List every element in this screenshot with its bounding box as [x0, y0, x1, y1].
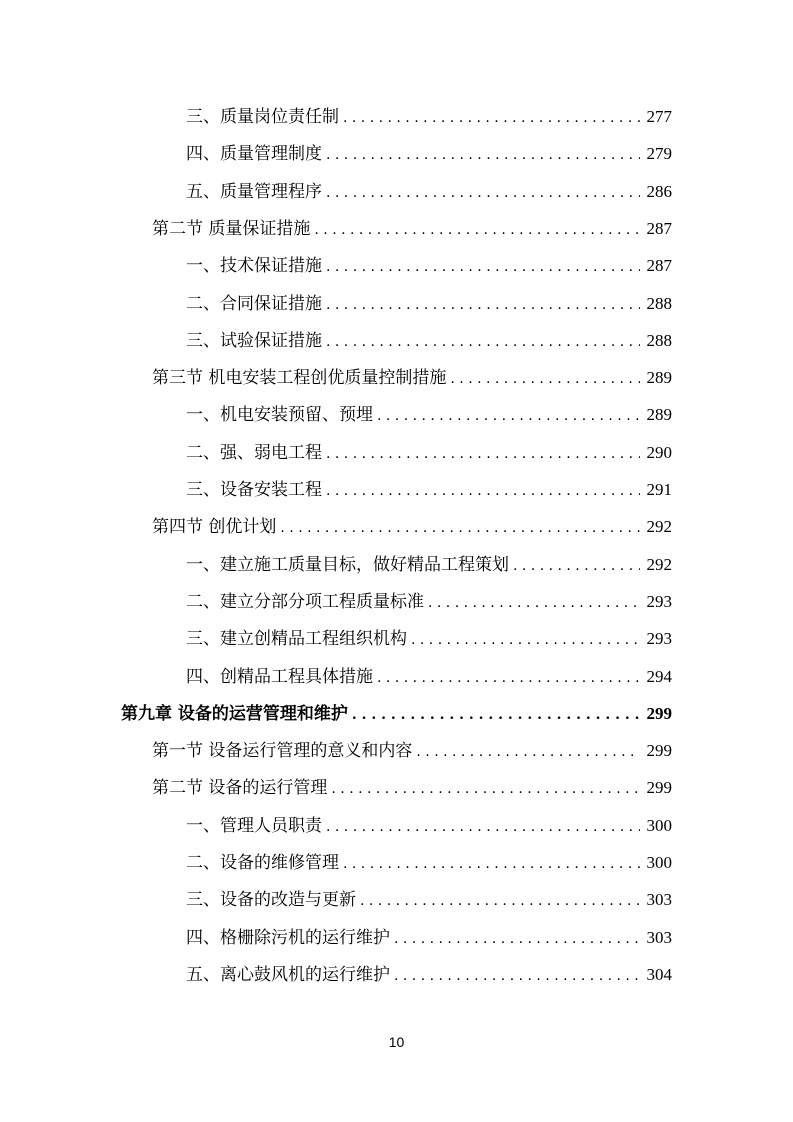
toc-dot-leader: [314, 215, 640, 245]
toc-subsection-entry[interactable]: [186, 177, 672, 207]
toc-dot-leader: [343, 103, 640, 133]
toc-entry-title: 二、建立分部分项工程质量标准: [186, 591, 424, 612]
toc-entry-title: 二、强、弱电工程: [186, 442, 322, 463]
toc-entry-page: 303: [646, 890, 672, 910]
toc-entry-page: 286: [646, 181, 672, 201]
toc-entry-page: 290: [646, 442, 672, 462]
toc-entry-page: 292: [646, 517, 672, 537]
toc-entry-page: 288: [646, 293, 672, 313]
toc-entry-page: 293: [646, 591, 672, 611]
toc-subsection-entry[interactable]: [186, 662, 672, 692]
toc-entry-page: 289: [646, 368, 672, 388]
toc-section-entry[interactable]: [152, 512, 672, 542]
toc-dot-leader: [326, 140, 640, 170]
toc-subsection-entry[interactable]: [186, 960, 672, 990]
toc-dot-leader: [326, 476, 640, 506]
toc-subsection-entry[interactable]: [186, 289, 672, 319]
toc-subsection-entry[interactable]: [186, 326, 672, 356]
toc-entry-title: 三、设备安装工程: [186, 480, 322, 500]
toc-subsection-entry[interactable]: [186, 550, 672, 580]
toc-entry-page: 287: [646, 256, 672, 276]
toc-subsection-entry[interactable]: [186, 624, 672, 654]
toc-entry-page: 292: [646, 554, 672, 574]
toc-subsection-entry[interactable]: [186, 102, 672, 132]
toc-dot-leader: [326, 178, 640, 208]
toc-dot-leader: [331, 774, 640, 804]
toc-entry-title: 第四节 创优计划: [152, 517, 277, 538]
toc-section-entry[interactable]: [152, 363, 672, 393]
toc-dot-leader: [411, 625, 640, 655]
toc-chapter-entry[interactable]: [121, 699, 672, 729]
toc-entry-title: 三、建立创精品工程组织机构: [186, 629, 407, 650]
toc-entry-title: 五、离心鼓风机的运行维护: [186, 964, 390, 985]
toc-entry-title: 第二节 设备的运行管理: [152, 778, 328, 799]
toc-entry-page: 300: [646, 815, 672, 835]
toc-dot-leader: [416, 737, 640, 767]
toc-entry-title: 第一节 设备运行管理的意义和内容: [152, 741, 413, 762]
toc-entry-page: 300: [646, 853, 672, 872]
toc-subsection-entry[interactable]: [186, 139, 672, 169]
toc-dot-leader: [326, 290, 640, 320]
toc-entry-page: 294: [646, 666, 672, 686]
toc-entry-title: 第九章 设备的运营管理和维护: [121, 703, 348, 724]
toc-section-entry[interactable]: [152, 214, 672, 244]
toc-entry-page: 304: [646, 964, 672, 984]
toc-entry-title: 三、设备的改造与更新: [186, 890, 356, 911]
toc-subsection-entry[interactable]: [186, 885, 672, 915]
toc-dot-leader: [450, 364, 640, 394]
toc-subsection-entry[interactable]: [186, 587, 672, 617]
toc-dot-leader: [352, 700, 640, 730]
toc-entry-title: 第二节 质量保证措施: [152, 218, 311, 239]
toc-entry-title: 五、质量管理程序: [186, 181, 322, 202]
toc-entry-page: 288: [646, 330, 672, 350]
toc-entry-page: 287: [646, 218, 672, 238]
toc-entry-page: 289: [646, 405, 672, 425]
toc-entry-page: 299: [646, 778, 672, 798]
toc-entry-title: 第三节 机电安装工程创优质量控制措施: [152, 368, 447, 389]
toc-subsection-entry[interactable]: [186, 848, 672, 878]
toc-entry-title: 三、试验保证措施: [186, 330, 322, 351]
toc-dot-leader: [326, 812, 640, 842]
toc-entry-page: 303: [646, 927, 672, 947]
toc-dot-leader: [394, 961, 640, 991]
toc-dot-leader: [343, 849, 640, 879]
toc-subsection-entry[interactable]: [186, 400, 672, 430]
toc-entry-page: 277: [646, 107, 672, 126]
toc-section-entry[interactable]: [152, 736, 672, 766]
toc-dot-leader: [360, 886, 640, 916]
toc-entry-title: 二、设备的维修管理: [186, 853, 339, 873]
page-number: 10: [388, 1034, 405, 1050]
toc-section-entry[interactable]: [152, 773, 672, 803]
toc-entry-title: 一、技术保证措施: [186, 256, 322, 277]
toc-entry-title: 二、合同保证措施: [186, 293, 322, 314]
toc-subsection-entry[interactable]: [186, 438, 672, 468]
toc-entry-page: 279: [646, 144, 672, 164]
toc-subsection-entry[interactable]: [186, 923, 672, 953]
toc-dot-leader: [513, 551, 640, 581]
toc-entry-page: 299: [646, 703, 672, 723]
toc-dot-leader: [326, 252, 640, 282]
toc-entry-page: 299: [646, 741, 672, 761]
toc-entry-title: 一、机电安装预留、预埋: [186, 405, 373, 426]
toc-subsection-entry[interactable]: [186, 251, 672, 281]
toc-entry-title: 一、建立施工质量目标，做好精品工程策划: [186, 554, 509, 575]
toc-dot-leader: [377, 401, 640, 431]
toc-subsection-entry[interactable]: [186, 811, 672, 841]
toc-dot-leader: [394, 924, 640, 954]
toc-dot-leader: [326, 439, 640, 469]
toc-entry-page: 291: [646, 480, 672, 499]
toc-dot-leader: [428, 588, 640, 618]
toc-entry-title: 一、管理人员职责: [186, 815, 322, 836]
toc-entry-page: 293: [646, 629, 672, 649]
toc-entry-title: 三、质量岗位责任制: [186, 107, 339, 127]
toc-dot-leader: [326, 327, 640, 357]
toc-entry-title: 四、格栅除污机的运行维护: [186, 927, 390, 948]
toc-dot-leader: [377, 663, 640, 693]
toc-dot-leader: [280, 513, 640, 543]
toc-subsection-entry[interactable]: [186, 475, 672, 505]
toc-entry-title: 四、创精品工程具体措施: [186, 666, 373, 687]
toc-entry-title: 四、质量管理制度: [186, 144, 322, 165]
